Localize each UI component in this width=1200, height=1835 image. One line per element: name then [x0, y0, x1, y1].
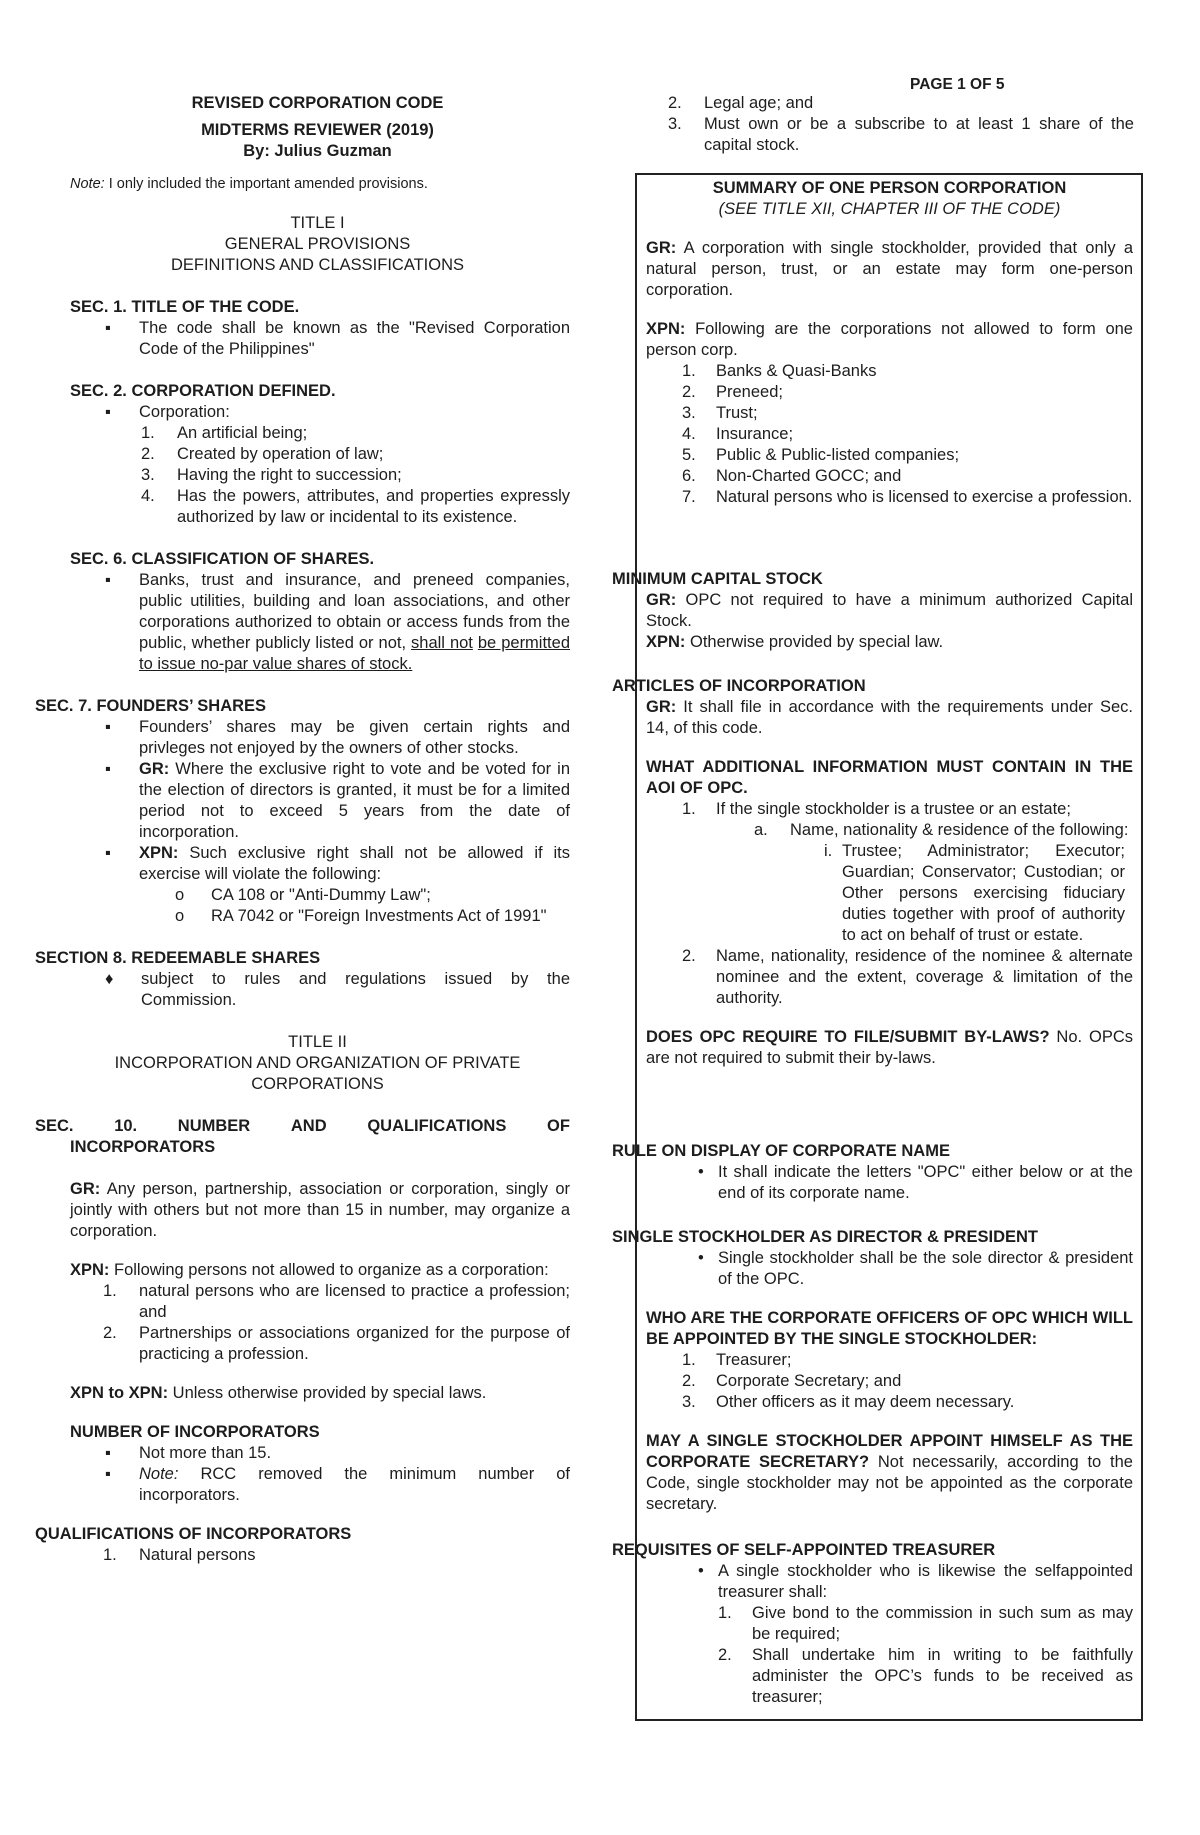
- right-top-item: 2. Legal age; and: [668, 94, 814, 112]
- num-incorporators-heading: NUMBER OF INCORPORATORS: [70, 1423, 320, 1441]
- sec10-xpn-item: 2. Partnerships or associations organized for the purpose of practicing a profession.: [103, 1324, 570, 1363]
- officer-item: 1. Treasurer;: [682, 1351, 792, 1369]
- officer-item: 3. Other officers as it may deem necessary.: [682, 1393, 1015, 1411]
- officer-item: 2. Corporate Secretary; and: [682, 1372, 902, 1390]
- left-column: [35, 93, 570, 1566]
- document-author: By: Julius Guzman: [243, 142, 392, 160]
- note-text: I only included the important amended provisions.: [104, 176, 428, 192]
- title1-subname: DEFINITIONS AND CLASSIFICATIONS: [170, 256, 465, 274]
- min-capital-heading: MINIMUM CAPITAL STOCK: [612, 570, 823, 588]
- qual-item: 1. Natural persons: [103, 1546, 256, 1564]
- sec8-heading: SECTION 8. REDEEMABLE SHARES: [35, 949, 321, 967]
- note: [70, 174, 570, 195]
- corp-name-content: [646, 1162, 1133, 1204]
- opc-box-content: [646, 178, 1133, 508]
- treasurer-bullet: • A single stockholder who is likewise the selfappointed treasurer shall:: [698, 1562, 1133, 1601]
- corp-name-bullet: • It shall indicate the letters "OPC" either below or at the end of its corporate name.: [698, 1163, 1133, 1202]
- aoi-heading: ARTICLES OF INCORPORATION: [612, 677, 866, 695]
- addl-item: 2. Name, nationality, residence of the nominee & alternate nominee and the extent, coverage & limitation of the authority.: [682, 947, 1133, 1007]
- addl-subsubitem: i. Trustee; Administrator; Executor; Guardian; Conservator; Custodian; or Other persons exercising fiduciary duties together with proof of authority to act on behalf of trust or estate.: [824, 842, 1125, 944]
- sec2-heading: SEC. 2. CORPORATION DEFINED.: [70, 382, 336, 400]
- addl-info-heading: WHAT ADDITIONAL INFORMATION MUST CONTAIN IN THE AOI OF OPC.: [646, 758, 1133, 797]
- director-bullet: • Single stockholder shall be the sole director & president of the OPC.: [698, 1249, 1133, 1288]
- aoi-gr: GR: It shall file in accordance with the requirements under Sec. 14, of this code.: [646, 698, 1133, 737]
- min-gr: GR: OPC not required to have a minimum authorized Capital Stock.: [646, 591, 1133, 630]
- director-content: [646, 1248, 1133, 1515]
- opc-xpn: XPN: Following are the corporations not allowed to form one person corp.: [646, 320, 1133, 359]
- document-subtitle: MIDTERMS REVIEWER (2019): [201, 121, 434, 139]
- num-bullet: ▪ Note: RCC removed the minimum number of incorporators.: [105, 1465, 570, 1504]
- qual-heading: QUALIFICATIONS OF INCORPORATORS: [35, 1525, 352, 1543]
- sec1-text: The code shall be known as the "Revised Corporation Code of the Philippines": [139, 319, 570, 358]
- min-capital-content: [646, 590, 1133, 653]
- title1-name: GENERAL PROVISIONS: [224, 235, 411, 253]
- sec10-xpn-to-xpn: XPN to XPN: Unless otherwise provided by special laws.: [70, 1384, 487, 1402]
- treasurer-heading: REQUISITES OF SELF-APPOINTED TREASURER: [612, 1541, 996, 1559]
- addl-subitem: a. Name, nationality & residence of the following:: [754, 821, 1129, 839]
- sec10-xpn: XPN: Following persons not allowed to organize as a corporation:: [70, 1261, 549, 1279]
- opc-xpn-item: 6. Non-Charted GOCC; and: [682, 467, 902, 485]
- opc-subtitle: (SEE TITLE XII, CHAPTER III OF THE CODE): [718, 200, 1061, 218]
- sec2-bullet: ▪ Corporation:: [105, 403, 230, 421]
- sec10-xpn-item: 1. natural persons who are licensed to practice a profession; and: [103, 1282, 570, 1321]
- corp-name-heading: RULE ON DISPLAY OF CORPORATE NAME: [612, 1142, 950, 1160]
- opc-xpn-item: 1. Banks & Quasi-Banks: [682, 362, 877, 380]
- title2-number: TITLE II: [288, 1033, 347, 1051]
- treasurer-content: [646, 1561, 1133, 1708]
- title2-name: INCORPORATION AND ORGANIZATION OF PRIVATE: [114, 1054, 521, 1072]
- title1-number: TITLE I: [290, 214, 345, 232]
- sec2-item: 1. An artificial being;: [141, 424, 308, 442]
- treasurer-item: 1. Give bond to the commission in such sum as may be required;: [718, 1604, 1133, 1643]
- sec7-xpn: ▪ XPN: Such exclusive right shall not be allowed if its exercise will violate the following:: [105, 844, 570, 883]
- document-title: REVISED CORPORATION CODE: [191, 94, 444, 112]
- sec6-bullet: ▪ Banks, trust and insurance, and preneed companies, public utilities, building and loan associations, and other corporations authorized to obtain or access funds from the public, whether publicly listed or not, shall not be permitted to issue no-par value shares of stock.: [105, 571, 570, 673]
- sec2-text: Corporation:: [139, 403, 230, 421]
- officers-heading: WHO ARE THE CORPORATE OFFICERS OF OPC WHICH WILL BE APPOINTED BY THE SINGLE STOCKHOLDER:: [646, 1309, 1133, 1348]
- opc-xpn-item: 4. Insurance;: [682, 425, 794, 443]
- addl-item: 1. If the single stockholder is a trustee or an estate;: [682, 800, 1071, 818]
- opc-xpn-item: 7. Natural persons who is licensed to exercise a profession.: [682, 488, 1133, 506]
- sec2-item: 2. Created by operation of law;: [141, 445, 384, 463]
- sec8-bullet: ♦ subject to rules and regulations issued by the Commission.: [105, 970, 570, 1009]
- sec2-item: 4. Has the powers, attributes, and properties expressly authorized by law or incidental to its existence.: [141, 487, 570, 526]
- opc-title: SUMMARY OF ONE PERSON CORPORATION: [712, 179, 1067, 197]
- aoi-content: [646, 697, 1133, 1069]
- opc-xpn-item: 5. Public & Public-listed companies;: [682, 446, 960, 464]
- director-heading: SINGLE STOCKHOLDER AS DIRECTOR & PRESIDENT: [612, 1228, 1038, 1246]
- page-number: PAGE 1 OF 5: [910, 76, 1005, 93]
- sec7-sub: o CA 108 or "Anti-Dummy Law";: [175, 886, 431, 904]
- right-column-top: [612, 93, 1146, 156]
- sec10-heading: SEC. 10. NUMBER AND QUALIFICATIONS OF: [35, 1117, 570, 1135]
- note-label: Note:: [70, 176, 105, 192]
- opc-xpn-item: 2. Preneed;: [682, 383, 783, 401]
- opc-xpn-item: 3. Trust;: [682, 404, 758, 422]
- sec10-heading-cont: INCORPORATORS: [70, 1138, 216, 1156]
- opc-gr: GR: A corporation with single stockholder, provided that only a natural person, trust, or an estate may form one-person corporation.: [646, 239, 1133, 299]
- sec6-heading: SEC. 6. CLASSIFICATION OF SHARES.: [70, 550, 375, 568]
- sec7-gr: ▪ GR: Where the exclusive right to vote and be voted for in the election of directors is granted, it must be for a limited period not to exceed 5 years from the date of incorporation.: [105, 760, 570, 841]
- sec2-item: 3. Having the right to succession;: [141, 466, 402, 484]
- min-xpn: XPN: Otherwise provided by special law.: [646, 633, 944, 651]
- right-top-item: 3. Must own or be a subscribe to at least 1 share of the capital stock.: [668, 115, 1134, 154]
- secretary-question: MAY A SINGLE STOCKHOLDER APPOINT HIMSELF AS THE CORPORATE SECRETARY? Not necessarily, according to the Code, single stockholder may not be appointed as the corporate secretary.: [646, 1432, 1133, 1513]
- sec7-sub: o RA 7042 or "Foreign Investments Act of 1991": [175, 907, 547, 925]
- bylaws: DOES OPC REQUIRE TO FILE/SUBMIT BY-LAWS? No. OPCs are not required to submit their by-laws.: [646, 1028, 1133, 1067]
- sec1-bullet: ▪ The code shall be known as the "Revised Corporation Code of the Philippines": [105, 319, 570, 358]
- sec10-gr: GR: Any person, partnership, association or corporation, singly or jointly with others but not more than 15 in number, may organize a corporation.: [70, 1180, 570, 1240]
- sec7-heading: SEC. 7. FOUNDERS’ SHARES: [35, 697, 267, 715]
- title2-subname: CORPORATIONS: [251, 1075, 384, 1093]
- treasurer-item: 2. Shall undertake him in writing to be faithfully administer the OPC’s funds to be received as treasurer;: [718, 1646, 1133, 1706]
- sec7-bullet: ▪ Founders’ shares may be given certain rights and privleges not enjoyed by the owners of other stocks.: [105, 718, 570, 757]
- sec1-heading: SEC. 1. TITLE OF THE CODE.: [70, 298, 300, 316]
- num-bullet: ▪ Not more than 15.: [105, 1444, 272, 1462]
